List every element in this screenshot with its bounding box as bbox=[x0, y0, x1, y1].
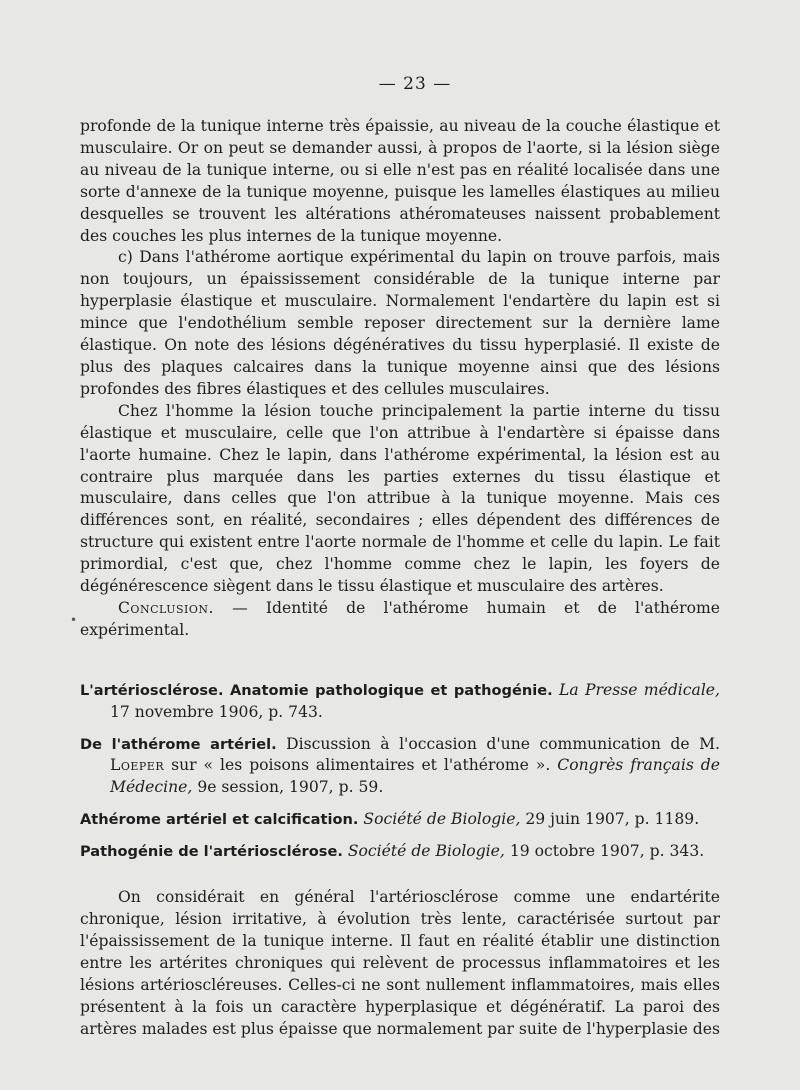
reference-journal: Société de Biologie, bbox=[342, 842, 505, 861]
paragraph-rabbit-atheroma: c) Dans l'athérome aortique expérimental du lapin on trouve parfois, mais non toujours, un épaississement considérable de la tunique interne par hyperplasie élastique et musculaire. Normalement l'endartère du lapin est si mince que l'endothélium semble reposer directement sur la dernière lame élastique. On note des lésions dégénératives du tissu hyperplasié. Il existe de plus des plaques calcaires dans la tunique moyenne ainsi que des lésions profondes des fibres élastiques et des cellules musculaires. bbox=[80, 248, 720, 398]
reference-item bbox=[80, 809, 720, 831]
reference-item bbox=[80, 841, 720, 863]
reference-title: L'artériosclérose. Anatomie pathologique et pathogénie. bbox=[80, 681, 553, 699]
reference-details: 17 novembre 1906, p. 743. bbox=[110, 702, 323, 721]
reference-text: Discussion à l'occasion d'une communication de M. bbox=[276, 734, 720, 753]
reference-details: 9e session, 1907, p. 59. bbox=[192, 778, 384, 797]
reference-title: De l'athérome artériel. bbox=[80, 735, 277, 753]
reference-journal: Société de Biologie, bbox=[358, 810, 521, 829]
margin-dot: • bbox=[70, 613, 78, 627]
paragraph-conclusion bbox=[80, 598, 720, 642]
conclusion-label: Conclusion. bbox=[118, 598, 214, 617]
reference-title: Pathogénie de l'artériosclérose. bbox=[80, 843, 343, 861]
conclusion-text: — Identité de l'athérome humain et de l'athérome expérimental. bbox=[80, 598, 720, 639]
reference-item bbox=[80, 680, 720, 724]
paragraph-human-comparison: Chez l'homme la lésion touche principalement la partie interne du tissu élastique et musculaire, celle que l'on attribue à l'endartère si épaisse dans l'aorte humaine. Chez le lapin, dans l'athérome expérimental, la lésion est au contraire plus marquée dans les parties externes du tissu élastique et musculaire, dans celles que l'on attribue à la tunique moyenne. Mais ces différences sont, en réalité, secondaires ; elles dépendent des différences de structure qui existent entre l'aorte normale de l'homme et celle du lapin. Le fait primordial, c'est que, chez l'homme comme chez le lapin, les foyers de dégénérescence siègent dans le tissu élastique et musculaire des artères. bbox=[80, 401, 720, 596]
references-list bbox=[80, 680, 720, 863]
reference-item bbox=[80, 734, 720, 800]
reference-details: 29 juin 1907, p. 1189. bbox=[520, 810, 700, 829]
reference-text: sur « les poisons alimentaires et l'athérome ». bbox=[164, 756, 558, 775]
reference-title: Athérome artériel et calcification. bbox=[80, 811, 359, 829]
reference-details: 19 octobre 1907, p. 343. bbox=[504, 842, 705, 861]
reference-author: Loeper bbox=[110, 756, 165, 775]
reference-journal: La Presse médicale, bbox=[552, 680, 720, 699]
page-number: — 23 — bbox=[378, 74, 452, 94]
reference-journal: Congrès français de Médecine, bbox=[110, 756, 720, 797]
paragraph-arteriosclerosis: On considérait en général l'artériosclérose comme une endartérite chronique, lésion irritative, à évolution très lente, caractérisée surtout par l'épaississement de la tunique interne. Il faut en réalité établir une distinction entre les artérites chroniques qui relèvent de processus inflammatoires et les lésions artérioscléreuses. Celles-ci ne sont nullement inflammatoires, mais elles présentent à la fois un caractère hyperplasique et dégénératif. La paroi des artères malades est plus épaisse que normalement par suite de l'hyperplasie des bbox=[80, 888, 720, 1038]
paragraph-continuation: profonde de la tunique interne très épaissie, au niveau de la couche élastique et musculaire. Or on peut se demander aussi, à propos de l'aorte, si la lésion siège au niveau de la tunique interne, ou si elle n'est pas en réalité localisée dans une sorte d'annexe de la tunique moyenne, puisque les lamelles élastiques au milieu desquelles se trouvent les altérations athéromateuses naissent probablement des couches les plus internes de la tunique moyenne. bbox=[80, 117, 720, 245]
